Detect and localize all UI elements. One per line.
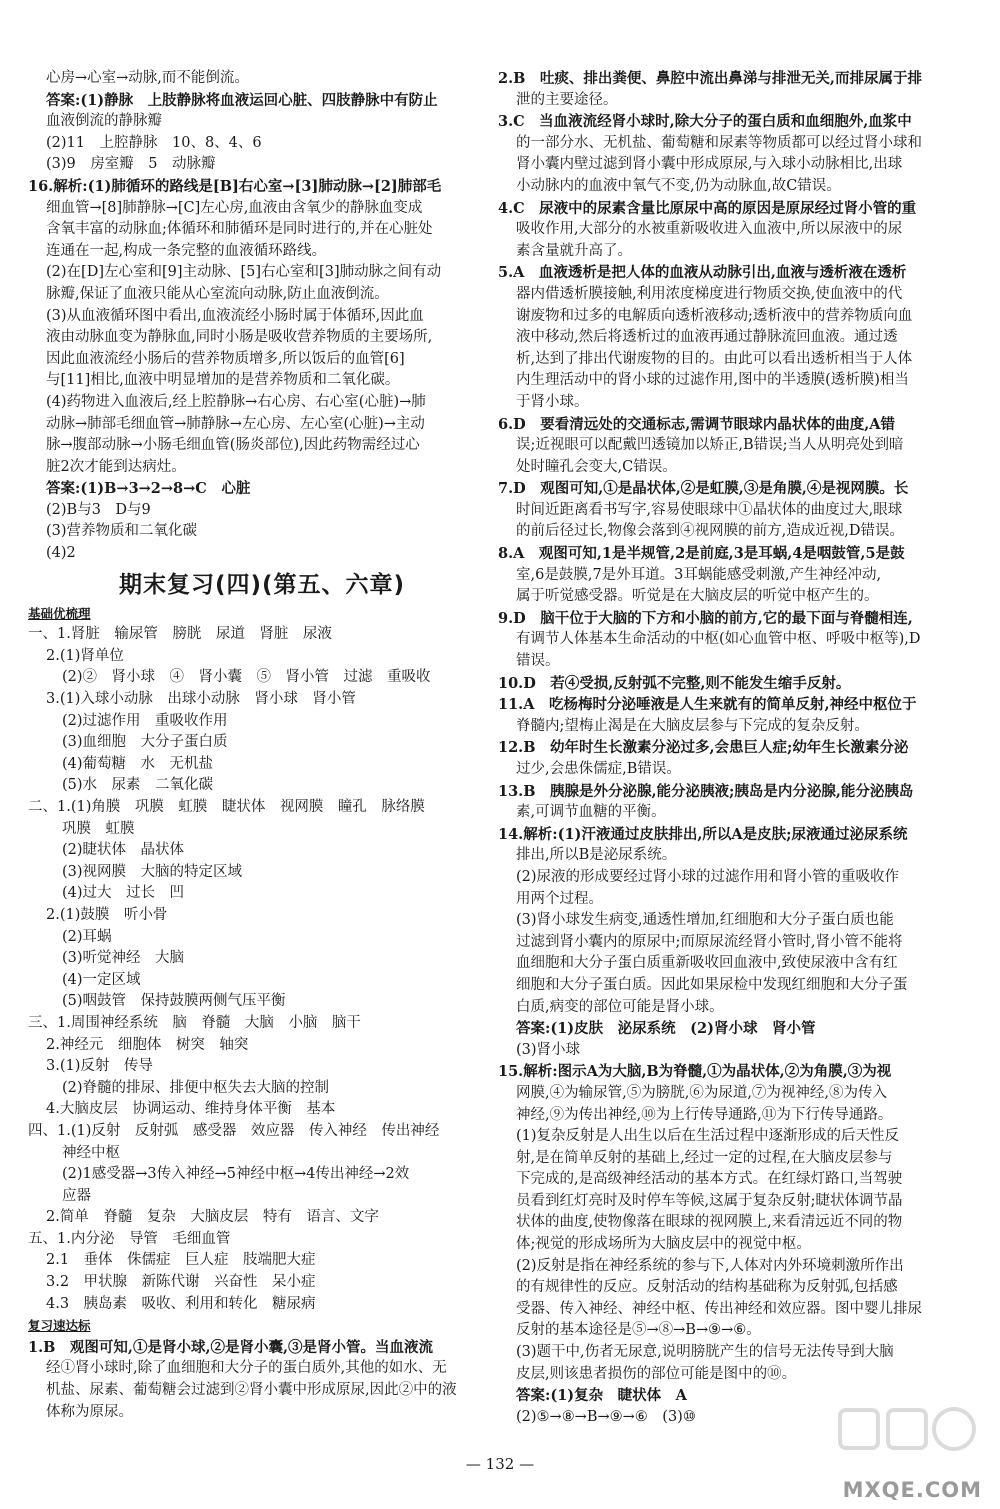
text-line: 4.C 尿液中的尿素含量比原尿中高的原因是原尿经过肾小管的重 — [498, 199, 917, 217]
text-line: 二、1.(1)角膜 巩膜 虹膜 睫状体 视网膜 瞳孔 脉络膜 — [28, 799, 425, 815]
text-line: (5)水 尿素 二氧化碳 — [62, 777, 214, 794]
text-line: 状体的曲度,使物像落在眼球的视网膜上,来看清远近不同的物 — [516, 1214, 903, 1231]
text-line: 一、1.肾脏 输尿管 膀胱 尿道 肾脏 尿液 — [28, 626, 332, 643]
text-line: 答案:(1)皮肤 泌尿系统 (2)肾小球 肾小管 — [516, 1020, 816, 1038]
text-line: 液由动脉血变为静脉血,同时小肠是吸收营养物质的主要场所, — [46, 329, 433, 346]
text-line: 体称为原尿。 — [46, 1403, 133, 1420]
text-line: (2)11 上腔静脉 10、8、4、6 — [46, 134, 262, 151]
text-line: 12.B 幼年时生长激素分泌过多,会患巨人症;幼年生长激素分泌 — [498, 739, 909, 757]
text-line: 经①肾小球时,除了血细胞和大分子的蛋白质外,其他的如水、无 — [46, 1360, 447, 1377]
text-line: 泄的主要途径。 — [516, 91, 618, 108]
text-line: 与[11]相比,血液中明显增加的是营养物质和二氧化碳。 — [46, 372, 400, 389]
text-line: 内生理活动中的肾小球的过滤作用,图中的半透膜(透析膜)相当 — [516, 372, 909, 389]
section-heading: 基础优梳理 — [28, 605, 91, 621]
text-line: 机盐、尿素、葡萄糖会过滤到②肾小囊中形成原尿,因此②中的液 — [46, 1382, 457, 1399]
text-line: 因此血液流经小肠后的营养物质增多,所以饭后的血管[6] — [46, 350, 405, 367]
text-line: 9.D 脑干位于大脑的下方和小脑的前方,它的最下面与脊髓相连, — [498, 609, 913, 627]
text-line: 受器、传入神经、神经中枢、传出神经和效应器。图中婴儿排尿 — [516, 1300, 922, 1317]
text-line: 误;近视眼可以配戴凹透镜加以矫正,B错误;当人从明亮处到暗 — [516, 437, 904, 454]
text-line: 肾小囊内壁过滤到肾小囊中形成原尿,与入球小动脉相比,出球 — [516, 156, 903, 173]
text-line: (2)在[D]左心室和[9]主动脉、[5]右心室和[3]肺动脉之间有动 — [46, 264, 442, 281]
page-number: — 132 — — [465, 1455, 535, 1473]
text-line: (3)视网膜 大脑的特定区域 — [62, 863, 243, 880]
text-line: (2)耳蜗 — [62, 928, 112, 945]
text-line: 13.B 胰腺是外分泌腺,能分泌胰液;胰岛是内分泌腺,能分泌胰岛 — [498, 782, 914, 800]
text-line: 的前后径过长,物像会落到④视网膜的前方,造成近视,D错误。 — [516, 523, 904, 540]
text-line: 体;视觉的形成场所为大脑皮层中的视觉中枢。 — [516, 1236, 811, 1253]
text-line: 4.大脑皮层 协调运动、维持身体平衡 基本 — [46, 1101, 336, 1118]
text-line: 答案:(1)静脉 上肢静脉将血液运回心脏、四肢静脉中有防止 — [46, 91, 438, 109]
text-line: 2.神经元 细胞体 树突 轴突 — [46, 1036, 249, 1053]
text-line: 吸收作用,大部分的水被重新吸收进入血液中,所以尿液中的尿 — [516, 221, 903, 238]
text-line: (4)2 — [46, 545, 76, 562]
text-line: (4)药物进入血液后,经上腔静脉→右心房、右心室(心脏)→肺 — [46, 393, 426, 410]
text-line: 3.(1)反射 传导 — [46, 1058, 153, 1075]
text-line: 小动脉内的血液中氧气不变,仍为动脉血,故C错误。 — [516, 177, 841, 194]
right-column — [498, 68, 966, 1428]
text-line: 10.D 若④受损,反射弧不完整,则不能发生缩手反射。 — [498, 674, 851, 692]
text-line: 有调节人体基本生命活动的中枢(如心血管中枢、呼吸中枢等),D — [516, 631, 921, 648]
text-line: 属于听觉感受器。听觉是在大脑皮层的听觉中枢产生的。 — [516, 588, 879, 605]
text-line: 器内借透析膜接触,利用浓度梯度进行物质交换,使血液中的代 — [516, 285, 903, 302]
text-line: 2.B 吐痰、排出粪便、鼻腔中流出鼻涕与排泄无关,而排尿属于排 — [498, 70, 922, 87]
text-line: 2.(1)肾单位 — [46, 647, 124, 664]
text-line: 神经中枢 — [62, 1144, 120, 1161]
text-line: 2.(1)鼓膜 听小骨 — [46, 906, 168, 923]
text-line: 三、1.周围神经系统 脑 脊髓 大脑 小脑 脑干 — [28, 1014, 361, 1031]
text-line: 血液倒流的静脉瓣 — [46, 113, 162, 130]
text-line: 8.A 观图可知,1是半规管,2是前庭,3是耳蜗,4是咽鼓管,5是鼓 — [498, 545, 905, 563]
text-line: (2)1感受器→3传入神经→5神经中枢→4传出神经→2效 — [62, 1166, 410, 1183]
text-line: (2)尿液的形成要经过肾小球的过滤作用和肾小管的重吸收作 — [516, 868, 900, 885]
text-line: 室,6是鼓膜,7是外耳道。3耳蜗能感受刺激,产生神经冲动, — [516, 566, 882, 583]
text-line: (2)B与3 D与9 — [46, 501, 151, 518]
text-line: (3)血细胞 大分子蛋白质 — [62, 734, 228, 751]
text-line: 过滤到肾小囊内的原尿中;而原尿流经肾小管时,肾小管不能将 — [516, 933, 903, 950]
text-line: 血细胞和大分子蛋白质重新吸收回血液中,致使尿液中含有红 — [516, 955, 898, 972]
section-heading: 复习速达标 — [28, 1318, 91, 1334]
text-line: 细血管→[8]肺静脉→[C]左心房,血液由含氧少的静脉血变成 — [46, 199, 423, 216]
text-line: 五、1.内分泌 导管 毛细血管 — [28, 1230, 231, 1247]
text-line: 11.A 吃杨梅时分泌唾液是人生来就有的简单反射,神经中枢位于 — [498, 696, 917, 714]
text-line: (3)营养物质和二氧化碳 — [46, 523, 198, 540]
text-line: 脊髓内;望梅止渴是在大脑皮层参与下完成的复杂反射。 — [516, 717, 869, 734]
text-line: 的有规律性的反应。反射活动的结构基础称为反射弧,包括感 — [516, 1279, 898, 1296]
watermark-text: MXQE.COM — [842, 1478, 982, 1502]
text-line: 四、1.(1)反射 反射弧 感受器 效应器 传入神经 传出神经 — [28, 1122, 440, 1139]
text-line: 3.C 当血液流经肾小球时,除大分子的蛋白质和血细胞外,血浆中 — [498, 113, 912, 131]
text-line: (4)一定区域 — [62, 971, 141, 988]
text-line: 细胞和大分子蛋白质。因此如果尿检中发现红细胞和大分子蛋 — [516, 976, 908, 993]
text-line: 排出,所以B是泌尿系统。 — [516, 847, 677, 864]
text-line: 用两个过程。 — [516, 890, 603, 907]
text-line: 射,是在简单反射的基础上,经过一定的过程,在大脑皮层参与 — [516, 1149, 893, 1166]
text-line: 14.解析:(1)汗液通过皮肤排出,所以A是皮肤;尿液通过泌尿系统 — [498, 825, 908, 843]
text-line: 脉瓣,保证了血液只能从心室流向动脉,防止血液倒流。 — [46, 285, 389, 302]
text-line: 处时瞳孔会变大,C错误。 — [516, 458, 677, 475]
text-line: 错误。 — [516, 653, 560, 670]
text-line: 的一部分水、无机盐、葡萄糖和尿素等物质都可以经过肾小球和 — [516, 134, 922, 151]
text-line: 下完成的,是高级神经活动的基本方式。在红绿灯路口,当驾驶 — [516, 1171, 903, 1188]
text-line: 脏2次才能到达病灶。 — [46, 458, 186, 475]
text-line: (5)咽鼓管 保持鼓膜两侧气压平衡 — [62, 993, 286, 1010]
text-line: (3)肾小球 — [516, 1041, 581, 1058]
text-line: 时间近距离看书写字,容易使眼球中①晶状体的曲度过大,眼球 — [516, 501, 903, 518]
text-line: 2.简单 脊髓 复杂 大脑皮层 特有 语言、文字 — [46, 1209, 379, 1226]
text-line: 谢废物和过多的电解质向透析液移动;透析液中的营养物质向血 — [516, 307, 913, 324]
text-line: 脉→腹部动脉→小肠毛细血管(肠炎部位),因此药物需经过心 — [46, 437, 420, 454]
text-line: 神经,⑨为传出神经,⑩为上行传导通路,⑪为下行传导通路。 — [516, 1106, 893, 1123]
text-line: (3)题干中,伤者无尿意,说明膀胱产生的信号无法传导到大脑 — [516, 1344, 894, 1361]
text-line: 素,可调节血糖的平衡。 — [516, 804, 666, 821]
left-column — [28, 68, 496, 1423]
text-line: 3.2 甲状腺 新陈代谢 兴奋性 呆小症 — [46, 1274, 316, 1291]
text-line: (1)复杂反射是人出生以后在生活过程中逐渐形成的后天性反 — [516, 1128, 900, 1145]
text-line: (3)9 房室瓣 5 动脉瓣 — [46, 156, 216, 173]
text-line: (2)过滤作用 重吸收作用 — [62, 712, 228, 729]
text-line: 于肾小球。 — [516, 393, 589, 410]
chapter-title: 期末复习(四)(第五、六章) — [118, 571, 406, 598]
text-line: 6.D 要看清远处的交通标志,需调节眼球内晶状体的曲度,A错 — [498, 415, 896, 433]
text-line: 员看到红灯亮时及时停车等候,这属于复杂反射;睫状体调节晶 — [516, 1192, 903, 1209]
text-line: (2)睫状体 晶状体 — [62, 842, 185, 859]
text-line: 含氧丰富的动脉血;体循环和肺循环是同时进行的,并在心脏处 — [46, 221, 433, 238]
text-line: 网膜,④为输尿管,⑤为膀胱,⑥为尿道,⑦为视神经,⑧为传入 — [516, 1084, 888, 1101]
text-line: 心房→心室→动脉,而不能倒流。 — [46, 70, 249, 86]
text-line: 应器 — [62, 1187, 91, 1204]
text-line: 液中移动,然后将透析过的血液再通过静脉流回血液。通过透 — [516, 329, 898, 346]
text-line: 皮层,则该患者损伤的部位可能是图中的⑩。 — [516, 1365, 797, 1382]
text-line: 素含量就升高了。 — [516, 242, 632, 259]
text-line: 答案:(1)B→3→2→8→C 心脏 — [46, 480, 251, 498]
text-line: 4.3 胰岛素 吸收、利用和转化 糖尿病 — [46, 1295, 316, 1312]
text-line: (2)脊髓的排尿、排便中枢失去大脑的控制 — [62, 1079, 330, 1096]
text-line: (4)过大 过长 凹 — [62, 885, 185, 902]
text-line: (2)反射是指在神经系统的参与下,人体对内外环境刺激所作出 — [516, 1257, 904, 1274]
text-line: (2)⑤→⑧→B→⑨→⑥ (3)⑩ — [516, 1408, 696, 1425]
text-line: (3)肾小球发生病变,通透性增加,红细胞和大分子蛋白质也能 — [516, 912, 894, 929]
text-line: 15.解析:图示A为大脑,B为脊髓,①为晶状体,②为角膜,③为视 — [498, 1063, 892, 1081]
text-line: 7.D 观图可知,①是晶状体,②是虹膜,③是角膜,④是视网膜。长 — [498, 480, 909, 498]
text-line: 答案:(1)复杂 睫状体 A — [516, 1387, 687, 1405]
text-line: (2)② 肾小球 ④ 肾小囊 ⑤ 肾小管 过滤 重吸收 — [62, 669, 431, 686]
text-line: 白质,病变的部位可能是肾小球。 — [516, 998, 724, 1015]
text-line: 过少,会患侏儒症,B错误。 — [516, 761, 681, 777]
text-line: 连通在一起,构成一条完整的血液循环路线。 — [46, 242, 327, 259]
text-line: 反射的基本途径是⑤→⑧→B→⑨→⑥。 — [516, 1322, 761, 1339]
text-line: 巩膜 虹膜 — [62, 820, 135, 837]
text-line: 析,达到了排出代谢废物的目的。由此可以看出透析相当于人体 — [516, 350, 913, 367]
text-line: 2.1 垂体 侏儒症 巨人症 肢端肥大症 — [46, 1252, 316, 1269]
text-line: 3.(1)入球小动脉 出球小动脉 肾小球 肾小管 — [46, 691, 356, 708]
text-line: 动脉→肺部毛细血管→肺静脉→左心房、左心室(心脏)→主动 — [46, 415, 425, 432]
text-line: 1.B 观图可知,①是肾小球,②是肾小囊,③是肾小管。当血液流 — [28, 1338, 434, 1356]
text-line: (3)从血液循环图中看出,血液流经小肠时属于体循环,因此血 — [46, 307, 424, 324]
text-line: 16.解析:(1)肺循环的路线是[B]右心室→[3]肺动脉→[2]肺部毛 — [28, 177, 442, 195]
text-line: (4)葡萄糖 水 无机盐 — [62, 755, 214, 772]
text-line: (3)听觉神经 大脑 — [62, 950, 185, 967]
text-line: 5.A 血液透析是把人体的血液从动脉引出,血液与透析液在透析 — [498, 264, 907, 282]
